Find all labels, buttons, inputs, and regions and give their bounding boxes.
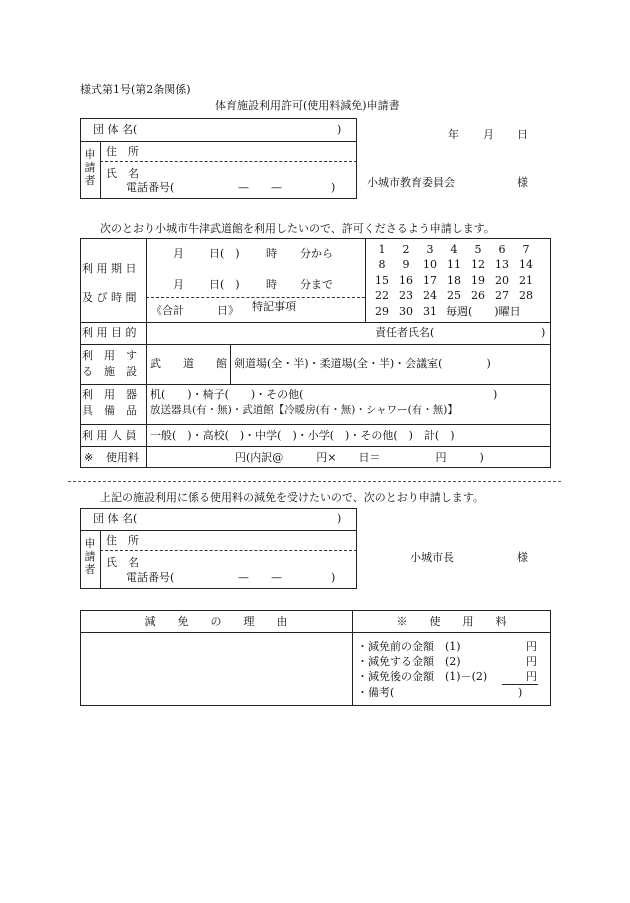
reduce-amount-label: ・減免する金額 (2) bbox=[357, 655, 461, 668]
name-label: 氏 名 bbox=[106, 556, 139, 569]
period-label-1: 利 用 期 日 bbox=[82, 262, 137, 275]
calendar-day[interactable]: 13 bbox=[495, 258, 509, 271]
fee-detail: 円(内訳@ 円× 日＝ 円 ) bbox=[235, 451, 484, 464]
calendar-day[interactable]: 31 bbox=[423, 305, 437, 318]
phone-close: ) bbox=[331, 181, 336, 194]
phone-label: 電話番号( bbox=[126, 181, 175, 194]
fee-label: 使用料 bbox=[106, 451, 139, 464]
applicant-label: 申請者 bbox=[84, 537, 96, 576]
reason-header: 減 免 の 理 由 bbox=[144, 615, 288, 628]
calendar-day[interactable]: 7 bbox=[522, 243, 530, 256]
form-title: 体育施設利用許可(使用料減免)申請書 bbox=[215, 99, 400, 112]
equipment-line-1: 机( )・椅子( )・その他( bbox=[150, 388, 304, 401]
to-month: 月 bbox=[173, 278, 184, 291]
calendar-day[interactable]: 18 bbox=[447, 274, 461, 287]
group-name-label: 団 体 名( bbox=[93, 512, 138, 525]
calendar-day[interactable]: 26 bbox=[471, 289, 485, 302]
note-close: ) bbox=[518, 686, 523, 699]
calendar-day[interactable]: 27 bbox=[495, 289, 509, 302]
equipment-line-1-close: ) bbox=[493, 388, 498, 401]
calendar-day[interactable]: 6 bbox=[498, 243, 506, 256]
calendar-day[interactable]: 23 bbox=[399, 289, 413, 302]
people-options: 一般( )・高校( )・中学( )・小学( )・その他( ) 計( ) bbox=[150, 429, 455, 442]
facility-label-2: る 施 設 bbox=[82, 365, 137, 378]
phone-dashes: — — bbox=[238, 181, 282, 194]
calendar-day[interactable]: 2 bbox=[402, 243, 410, 256]
calendar-day[interactable]: 28 bbox=[519, 289, 533, 302]
after-amount-label: ・減免後の金額 (1)－(2) bbox=[357, 670, 488, 683]
weekly-label: 毎週( )曜日 bbox=[446, 305, 521, 318]
people-label: 利 用 人 員 bbox=[82, 429, 137, 442]
from-day: 日( ) bbox=[209, 247, 240, 260]
group-name-close: ) bbox=[337, 123, 342, 136]
calendar-day[interactable]: 1 bbox=[378, 243, 386, 256]
request-sentence: 次のとおり小城市牛津武道館を利用したいので、許可くださるよう申請します。 bbox=[100, 222, 495, 235]
calendar-day[interactable]: 10 bbox=[423, 258, 437, 271]
calendar-day[interactable]: 15 bbox=[375, 274, 389, 287]
calendar-day[interactable]: 29 bbox=[375, 305, 389, 318]
address-label: 住 所 bbox=[106, 145, 139, 158]
after-amount-underline bbox=[502, 684, 538, 685]
calendar-day[interactable]: 19 bbox=[471, 274, 485, 287]
calendar-day[interactable]: 24 bbox=[423, 289, 437, 302]
calendar-day[interactable]: 9 bbox=[402, 258, 410, 271]
date-year: 年 bbox=[448, 128, 459, 141]
yen-label: 円 bbox=[526, 670, 537, 683]
responsible-label: 責任者氏名( bbox=[375, 326, 435, 339]
total-days: 《合計 日》 bbox=[151, 304, 239, 317]
calendar-day[interactable]: 3 bbox=[426, 243, 434, 256]
calendar-day[interactable]: 22 bbox=[375, 289, 389, 302]
group-name-field[interactable] bbox=[145, 124, 345, 138]
calendar-day[interactable]: 4 bbox=[450, 243, 458, 256]
responsible-field[interactable] bbox=[440, 325, 540, 341]
phone-close: ) bbox=[331, 571, 336, 584]
section-separator bbox=[68, 481, 561, 482]
equipment-label-1: 利 用 器 bbox=[82, 388, 137, 401]
fee-mark: ※ bbox=[84, 451, 94, 464]
phone-label: 電話番号( bbox=[126, 571, 175, 584]
phone-dashes: — — bbox=[238, 571, 282, 584]
calendar-day[interactable]: 25 bbox=[447, 289, 461, 302]
before-amount-label: ・減免前の金額 (1) bbox=[357, 640, 461, 653]
facility-options: 剣道場(全・半)・柔道場(全・半)・会議室( ) bbox=[234, 357, 491, 370]
responsible-close: ) bbox=[541, 326, 546, 339]
note-label: ・備考( bbox=[357, 686, 395, 699]
period-label-2: 及 び 時 間 bbox=[82, 291, 137, 304]
address-label: 住 所 bbox=[106, 534, 139, 547]
calendar-day[interactable]: 17 bbox=[423, 274, 437, 287]
calendar-day[interactable]: 8 bbox=[378, 258, 386, 271]
date-day: 日 bbox=[517, 128, 528, 141]
reason-field[interactable] bbox=[84, 636, 348, 702]
address-field[interactable] bbox=[150, 144, 350, 159]
to-day: 日( ) bbox=[209, 278, 240, 291]
fee-header: ※ 使 用 料 bbox=[396, 615, 507, 628]
from-minute: 分から bbox=[300, 247, 333, 260]
calendar-day[interactable]: 16 bbox=[399, 274, 413, 287]
name-label: 氏 名 bbox=[106, 167, 139, 180]
to-hour: 時 bbox=[266, 278, 277, 291]
from-hour: 時 bbox=[266, 247, 277, 260]
special-notes-label: 特記事項 bbox=[252, 300, 296, 313]
honorific: 様 bbox=[517, 551, 528, 564]
purpose-label: 利 用 目 的 bbox=[82, 326, 137, 339]
form-number: 様式第1号(第2条関係) bbox=[80, 83, 191, 96]
address-field[interactable] bbox=[150, 533, 350, 548]
facility-name: 武 道 館 bbox=[150, 357, 227, 370]
group-name-label: 団 体 名( bbox=[93, 123, 138, 136]
calendar-day[interactable]: 5 bbox=[474, 243, 482, 256]
calendar-day[interactable]: 21 bbox=[519, 274, 533, 287]
addressee: 小城市長 bbox=[410, 551, 454, 564]
calendar-day[interactable]: 11 bbox=[447, 258, 461, 271]
calendar-day[interactable]: 20 bbox=[495, 274, 509, 287]
applicant-label: 申請者 bbox=[84, 148, 96, 187]
addressee: 小城市教育委員会 bbox=[367, 176, 455, 189]
equipment-line-2: 放送器具(有・無)・武道館【冷暖房(有・無)・シャワー(有・無)】 bbox=[150, 404, 458, 416]
calendar-day[interactable]: 12 bbox=[471, 258, 485, 271]
reduction-sentence: 上記の施設利用に係る使用料の減免を受けたいので、次のとおり申請します。 bbox=[100, 491, 484, 504]
group-name-field[interactable] bbox=[145, 511, 345, 527]
yen-label: 円 bbox=[526, 640, 537, 653]
group-name-close: ) bbox=[337, 512, 342, 525]
facility-label-1: 利 用 す bbox=[82, 349, 137, 362]
name-field[interactable] bbox=[150, 554, 350, 569]
calendar-day[interactable]: 30 bbox=[399, 305, 413, 318]
honorific: 様 bbox=[517, 176, 528, 189]
calendar-day[interactable]: 14 bbox=[519, 258, 533, 271]
date-month: 月 bbox=[483, 128, 494, 141]
name-field[interactable] bbox=[150, 165, 350, 180]
equipment-label-2: 具 備 品 bbox=[82, 404, 137, 417]
to-minute: 分まで bbox=[300, 278, 333, 291]
from-month: 月 bbox=[173, 247, 184, 260]
yen-label: 円 bbox=[526, 655, 537, 668]
purpose-field[interactable] bbox=[150, 325, 365, 341]
